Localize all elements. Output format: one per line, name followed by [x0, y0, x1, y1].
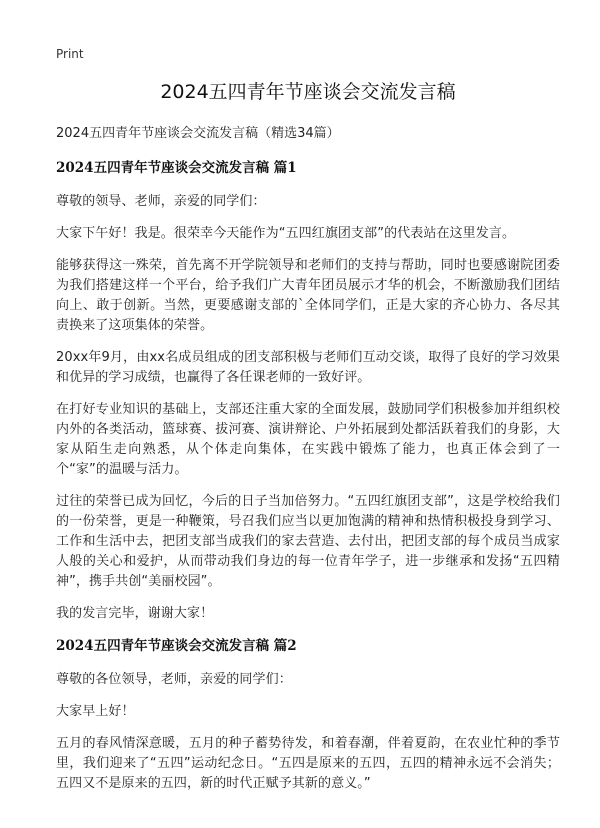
paragraph: 尊敬的各位领导，老师，亲爱的同学们： — [56, 672, 292, 687]
paragraph: 过往的荣誉已成为回忆，今后的日子当加倍努力。“五四红旗团支部”，这是学校给我们的一份荣誉，更是一种鞭策，号召我们应当以更加饱满的精神和热情积极投身到学习、工作和生活中去，把团支部当成我们的家去营造、去付出，把团支部的每个成员当成家人般的关心和爱护，从而带动我们身边的每一位青年学子，进一步继承和发扬“五四精神”，携手共创“美丽校园”。 — [56, 494, 560, 589]
document-subtitle: 2024五四青年节座谈会交流发言稿（精选34篇） — [56, 126, 340, 141]
paragraph: 尊敬的领导、老师，亲爱的同学们： — [56, 194, 266, 209]
section-heading-1: 2024五四青年节座谈会交流发言稿 篇1 — [56, 160, 297, 176]
paragraph: 我的发言完毕，谢谢大家！ — [56, 606, 214, 621]
page-title: 2024五四青年节座谈会交流发言稿 — [160, 81, 456, 103]
paragraph: 大家下午好！我是。很荣幸今天能作为“五四红旗团支部”的代表站在这里发言。 — [56, 226, 516, 241]
paragraph: 能够获得这一殊荣，首先离不开学院领导和老师们的支持与帮助，同时也要感谢院团委为我们搭建这样一个平台，给予我们广大青年团员展示才华的机会，不断激励我们团结向上、敢于创新。当然，更要感谢支部的`全体同学们，正是大家的齐心协力、各尽其责换来了这项集体的荣誉。 — [56, 258, 560, 333]
paragraph: 20xx年9月，由xx名成员组成的团支部积极与老师们互动交谈，取得了良好的学习效果和优异的学习成绩，也赢得了各任课老师的一致好评。 — [56, 350, 560, 385]
paragraph: 大家早上好！ — [56, 704, 135, 719]
print-link[interactable]: Print — [56, 47, 84, 61]
section-heading-2: 2024五四青年节座谈会交流发言稿 篇2 — [56, 638, 297, 654]
paragraph: 在打好专业知识的基础上，支部还注重大家的全面发展，鼓励同学们积极参加并组织校内外的各类活动，篮球赛、拔河赛、演讲辩论、户外拓展到处都活跃着我们的身影，大家从陌生走向熟悉，从个体走向集体，在实践中锻炼了能力，也真正体会到了一个“家”的温暖与活力。 — [56, 402, 560, 477]
paragraph: 五月的春风情深意暖，五月的种子蓄势待发，和着春潮，伴着夏韵，在农业忙种的季节里，我们迎来了“五四”运动纪念日。“五四是原来的五四，五四的精神永远不会消失；五四又不是原来的五四，新的时代正赋予其新的意义。” — [56, 736, 560, 791]
